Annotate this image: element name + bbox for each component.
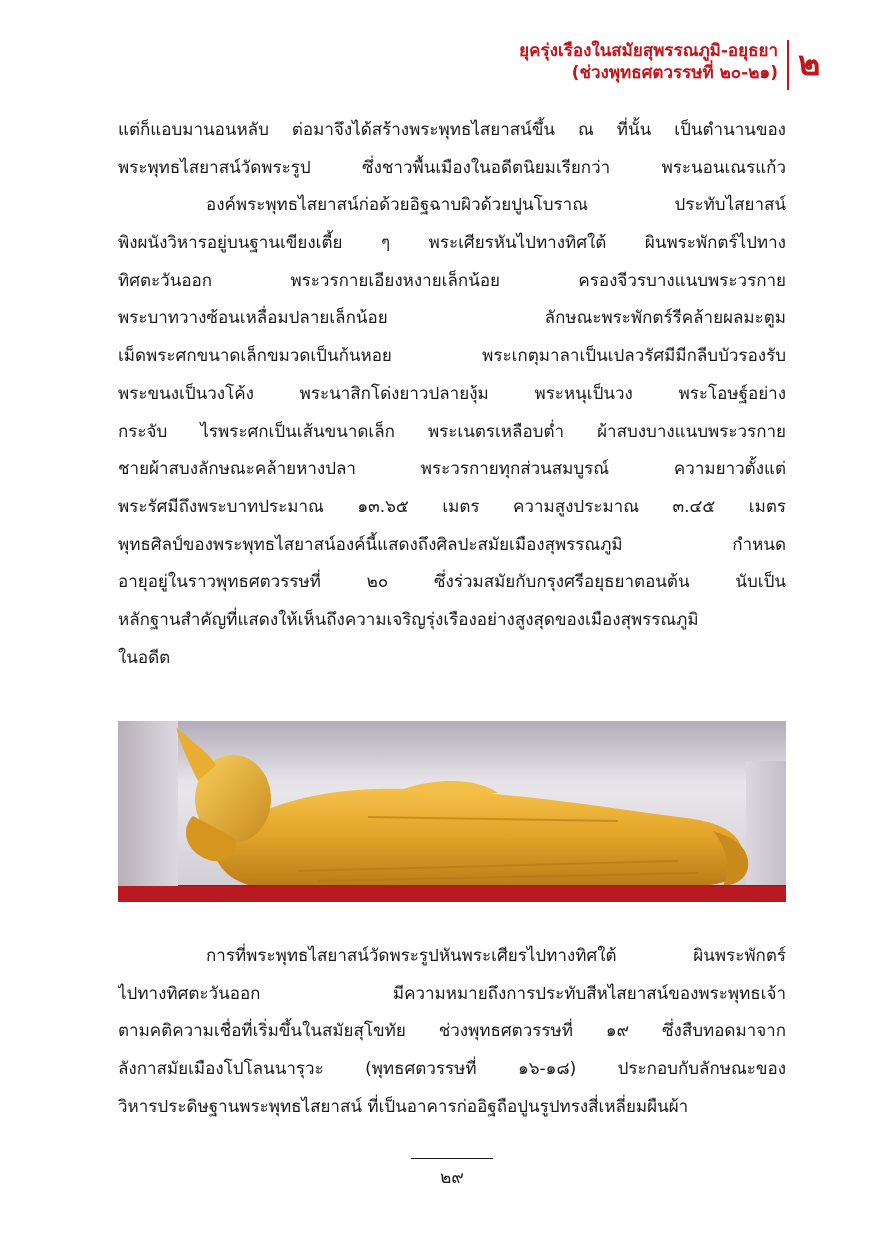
paragraph-line: พระบาทวางซ้อนเหลื่อมปลายเล็กน้อย ลักษณะพระพักตร์รีคล้ายผลมะตูม	[118, 308, 786, 329]
chapter-number: ๒	[798, 44, 821, 84]
paragraph-line: การที่พระพุทธไสยาสน์วัดพระรูปหันพระเศียรไปทางทิศใต้ ผินพระพักตร์	[206, 946, 786, 966]
body-text-bottom	[118, 938, 786, 1126]
pedestal-base	[118, 886, 786, 902]
paragraph-line: พุทธศิลป์ของพระพุทธไสยาสน์องค์นี้แสดงถึงศิลปะสมัยเมืองสุพรรณภูมิ กำหนด	[118, 534, 786, 555]
paragraph-line: พระรัศมีถึงพระบาทประมาณ ๑๓.๖๕ เมตร ความสูงประมาณ ๓.๔๕ เมตร	[118, 496, 786, 517]
body-text-top	[118, 112, 786, 677]
header-divider	[787, 40, 789, 90]
paragraph-line: พระพุทธไสยาสน์วัดพระรูป ซึ่งชาวพื้นเมืองในอดีตนิยมเรียกว่า พระนอนเณรแก้ว	[118, 157, 786, 178]
reclining-buddha-photo	[118, 721, 786, 902]
paragraph-line: พิงผนังวิหารอยู่บนฐานเขียงเตี้ย ๆ พระเศียรหันไปทางทิศใต้ ผินพระพักตร์ไปทาง	[118, 233, 786, 254]
page-number: ๒๙	[440, 1168, 464, 1188]
running-header	[519, 40, 778, 84]
paragraph-line: แต่ก็แอบมานอนหลับ ต่อมาจึงได้สร้างพระพุทธไสยาสน์ขึ้น ณ ที่นั้น เป็นตำนานของ	[118, 120, 786, 140]
footer-divider	[411, 1158, 493, 1159]
paragraph-line: หลักฐานสำคัญที่แสดงให้เห็นถึงความเจริญรุ่งเรืองอย่างสูงสุดของเมืองสุพรรณภูมิ	[118, 609, 699, 630]
statue-hip	[398, 781, 498, 795]
paragraph-line: กระจับ ไรพระศกเป็นเส้นขนาดเล็ก พระเนตรเหลือบต่ำ ผ้าสบงบางแนบพระวรกาย	[118, 421, 786, 442]
paragraph-line: ทิศตะวันออก พระวรกายเอียงหงายเล็กน้อย ครองจีวรบางแนบพระวรกาย	[118, 270, 786, 291]
paragraph-line: ตามคติความเชื่อที่เริ่มขึ้นในสมัยสุโขทัย ช่วงพุทธศตวรรษที่ ๑๙ ซึ่งสืบทอดมาจาก	[118, 1021, 786, 1042]
paragraph-line: ไปทางทิศตะวันออก มีความหมายถึงการประทับสีหไสยาสน์ของพระพุทธเจ้า	[118, 983, 786, 1004]
paragraph-line: เม็ดพระศกขนาดเล็กขมวดเป็นก้นหอย พระเกตุมาลาเป็นเปลวรัศมีมีกลีบบัวรองรับ	[118, 346, 786, 367]
buddha-statue-figure	[118, 721, 786, 902]
paragraph-line: พระขนงเป็นวงโค้ง พระนาสิกโด่งยาวปลายงุ้ม พระหนุเป็นวง พระโอษฐ์อย่าง	[118, 383, 786, 404]
header-title: ยุครุ่งเรืองในสมัยสุพรรณภูมิ-อยุธยา	[519, 41, 778, 61]
paragraph-line: วิหารประดิษฐานพระพุทธไสยาสน์ ที่เป็นอาคารก่ออิฐถือปูนรูปทรงสี่เหลี่ยมผืนผ้า	[118, 1096, 689, 1117]
header-subtitle: (ช่วงพุทธศตวรรษที่ ๒๐-๒๑)	[571, 63, 778, 83]
paragraph-line: ชายผ้าสบงลักษณะคล้ายหางปลา พระวรกายทุกส่วนสมบูรณ์ ความยาวตั้งแต่	[118, 459, 786, 480]
paragraph-line: ในอดีต	[118, 647, 171, 668]
paragraph-line: ลังกาสมัยเมืองโปโลนนารุวะ (พุทธศตวรรษที่ ๑๖-๑๘) ประกอบกับลักษณะของ	[118, 1059, 786, 1080]
paragraph-line: อายุอยู่ในราวพุทธศตวรรษที่ ๒๐ ซึ่งร่วมสมัยกับกรุงศรีอยุธยาตอนต้น นับเป็น	[118, 572, 786, 593]
paragraph-line: องค์พระพุทธไสยาสน์ก่อด้วยอิฐฉาบผิวด้วยปูนโบราณ ประทับไสยาสน์	[206, 195, 786, 216]
